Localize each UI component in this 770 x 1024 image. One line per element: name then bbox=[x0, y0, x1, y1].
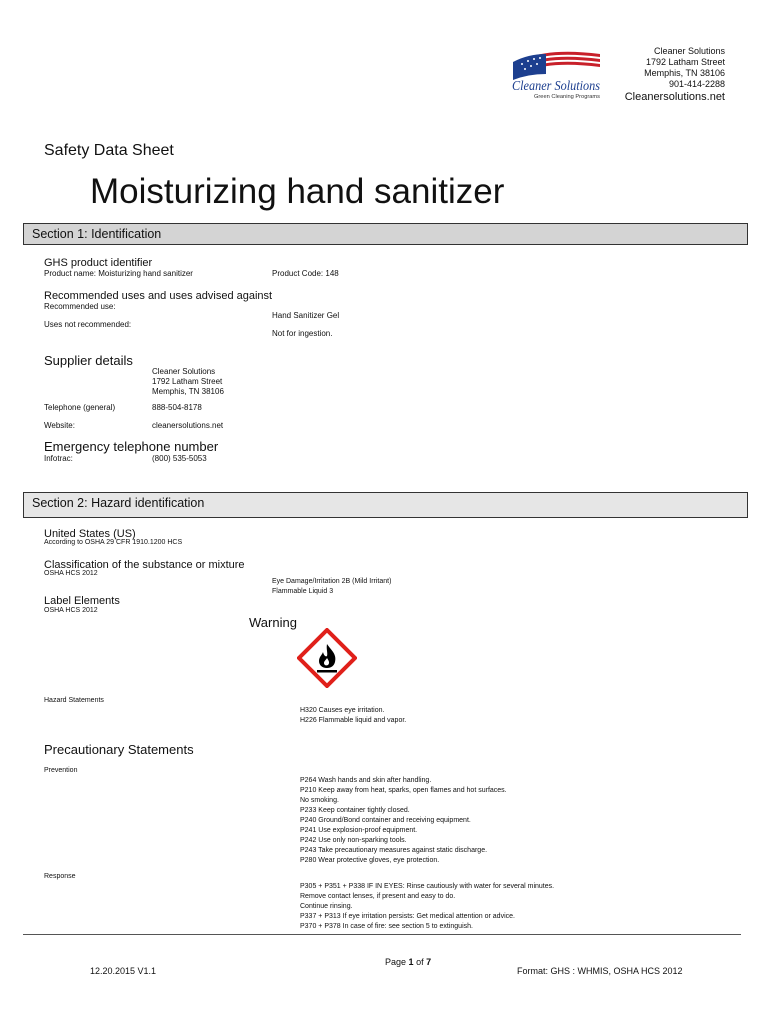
page-prefix: Page bbox=[385, 957, 407, 967]
company-name: Cleaner Solutions bbox=[653, 46, 725, 56]
label-elements-sub: OSHA HCS 2012 bbox=[44, 607, 98, 614]
product-title: Moisturizing hand sanitizer bbox=[90, 172, 505, 211]
prevention-item: No smoking. bbox=[300, 797, 339, 804]
ghs-heading: GHS product identifier bbox=[44, 257, 153, 269]
uses-not-recommended-value: Not for ingestion. bbox=[272, 329, 333, 338]
company-street: 1792 Latham Street bbox=[645, 57, 725, 67]
supplier-street: 1792 Latham Street bbox=[152, 377, 223, 386]
prevention-item: P280 Wear protective gloves, eye protection. bbox=[300, 857, 440, 864]
response-item: Remove contact lenses, if present and easy to do. bbox=[300, 893, 456, 900]
prevention-item: P243 Take precautionary measures against static discharge. bbox=[300, 847, 488, 854]
classification-values bbox=[272, 577, 391, 597]
telephone-value: 888-504-8178 bbox=[152, 403, 202, 412]
section-2-title: Section 2: Hazard identification bbox=[32, 496, 205, 510]
flag-stripes-icon bbox=[513, 52, 600, 80]
company-website: Cleanersolutions.net bbox=[624, 91, 725, 103]
supplier-city: Memphis, TN 38106 bbox=[152, 387, 224, 396]
website-value: cleanersolutions.net bbox=[152, 421, 224, 430]
company-phone: 901-414-2288 bbox=[668, 79, 725, 89]
uses-heading: Recommended uses and uses advised against bbox=[44, 290, 273, 302]
response-label: Response bbox=[44, 873, 76, 880]
emergency-heading: Emergency telephone number bbox=[44, 439, 219, 454]
classification-flammable: Flammable Liquid 3 bbox=[272, 588, 334, 595]
prevention-item: P241 Use explosion-proof equipment. bbox=[300, 827, 418, 834]
label-elements-heading: Label Elements bbox=[44, 595, 120, 607]
supplier-heading: Supplier details bbox=[44, 353, 133, 368]
signal-word: Warning bbox=[249, 615, 297, 630]
response-item: P370 + P378 In case of fire: see section 5 to extinguish. bbox=[300, 923, 473, 930]
telephone-label: Telephone (general) bbox=[44, 403, 116, 412]
precautionary-heading: Precautionary Statements bbox=[44, 742, 194, 757]
supplier-address bbox=[152, 367, 224, 397]
prevention-item: P242 Use only non-sparking tools. bbox=[300, 837, 407, 844]
section-1-header bbox=[23, 223, 748, 245]
prevention-item: P264 Wash hands and skin after handling. bbox=[300, 777, 432, 784]
infotrac-value: (800) 535-5053 bbox=[152, 454, 207, 463]
response-list bbox=[300, 882, 554, 932]
page-total: 7 bbox=[426, 957, 432, 967]
classification-heading: Classification of the substance or mixture bbox=[44, 559, 245, 571]
section-1-title: Section 1: Identification bbox=[32, 227, 162, 241]
website-label: Website: bbox=[44, 421, 75, 430]
supplier-name: Cleaner Solutions bbox=[152, 367, 216, 376]
prevention-label: Prevention bbox=[44, 767, 78, 774]
company-city: Memphis, TN 38106 bbox=[644, 68, 725, 78]
hazard-h226: H226 Flammable liquid and vapor. bbox=[300, 717, 407, 724]
response-item: P305 + P351 + P338 IF IN EYES: Rinse cautiously with water for several minutes. bbox=[300, 883, 555, 890]
footer-divider bbox=[23, 934, 741, 935]
hazard-statements bbox=[300, 706, 406, 726]
classification-sub: OSHA HCS 2012 bbox=[44, 570, 98, 577]
classification-eye: Eye Damage/Irritation 2B (Mild Irritant) bbox=[272, 578, 392, 585]
recommended-use-value: Hand Sanitizer Gel bbox=[272, 311, 340, 320]
uses-not-recommended-label: Uses not recommended: bbox=[44, 320, 132, 329]
logo-tagline: Green Cleaning Programs bbox=[534, 94, 601, 100]
infotrac-label: Infotrac: bbox=[44, 454, 73, 463]
response-item: Continue rinsing. bbox=[300, 903, 353, 910]
recommended-use-label: Recommended use: bbox=[44, 302, 116, 311]
response-item: P337 + P313 If eye irritation persists: Get medical attention or advice. bbox=[300, 913, 515, 920]
section-2-header bbox=[23, 492, 748, 518]
prevention-item: P233 Keep container tightly closed. bbox=[300, 807, 410, 814]
document-format: Format: GHS : WHMIS, OSHA HCS 2012 bbox=[517, 966, 683, 976]
product-code: Product Code: 148 bbox=[272, 269, 339, 278]
page-current: 1 bbox=[408, 957, 414, 967]
prevention-item: P210 Keep away from heat, sparks, open flames and hot surfaces. bbox=[300, 787, 507, 794]
logo-text: Cleaner Solutions bbox=[512, 79, 601, 94]
company-logo bbox=[508, 48, 603, 100]
prevention-list bbox=[300, 776, 507, 866]
page-of: of bbox=[416, 957, 424, 967]
prevention-item: P240 Ground/Bond container and receiving equipment. bbox=[300, 817, 471, 824]
document-version: 12.20.2015 V1.1 bbox=[90, 966, 157, 976]
us-sub: According to OSHA 29 CFR 1910.1200 HCS bbox=[44, 539, 183, 546]
product-name: Product name: Moisturizing hand sanitizer bbox=[44, 269, 193, 278]
hazard-h320: H320 Causes eye irritation. bbox=[300, 707, 385, 714]
us-heading: United States (US) bbox=[44, 528, 136, 540]
page-number bbox=[385, 957, 431, 967]
flame-pictogram-icon bbox=[297, 628, 357, 688]
document-title: Safety Data Sheet bbox=[44, 142, 174, 159]
hazard-statements-label: Hazard Statements bbox=[44, 697, 104, 704]
company-address-block bbox=[625, 46, 725, 103]
